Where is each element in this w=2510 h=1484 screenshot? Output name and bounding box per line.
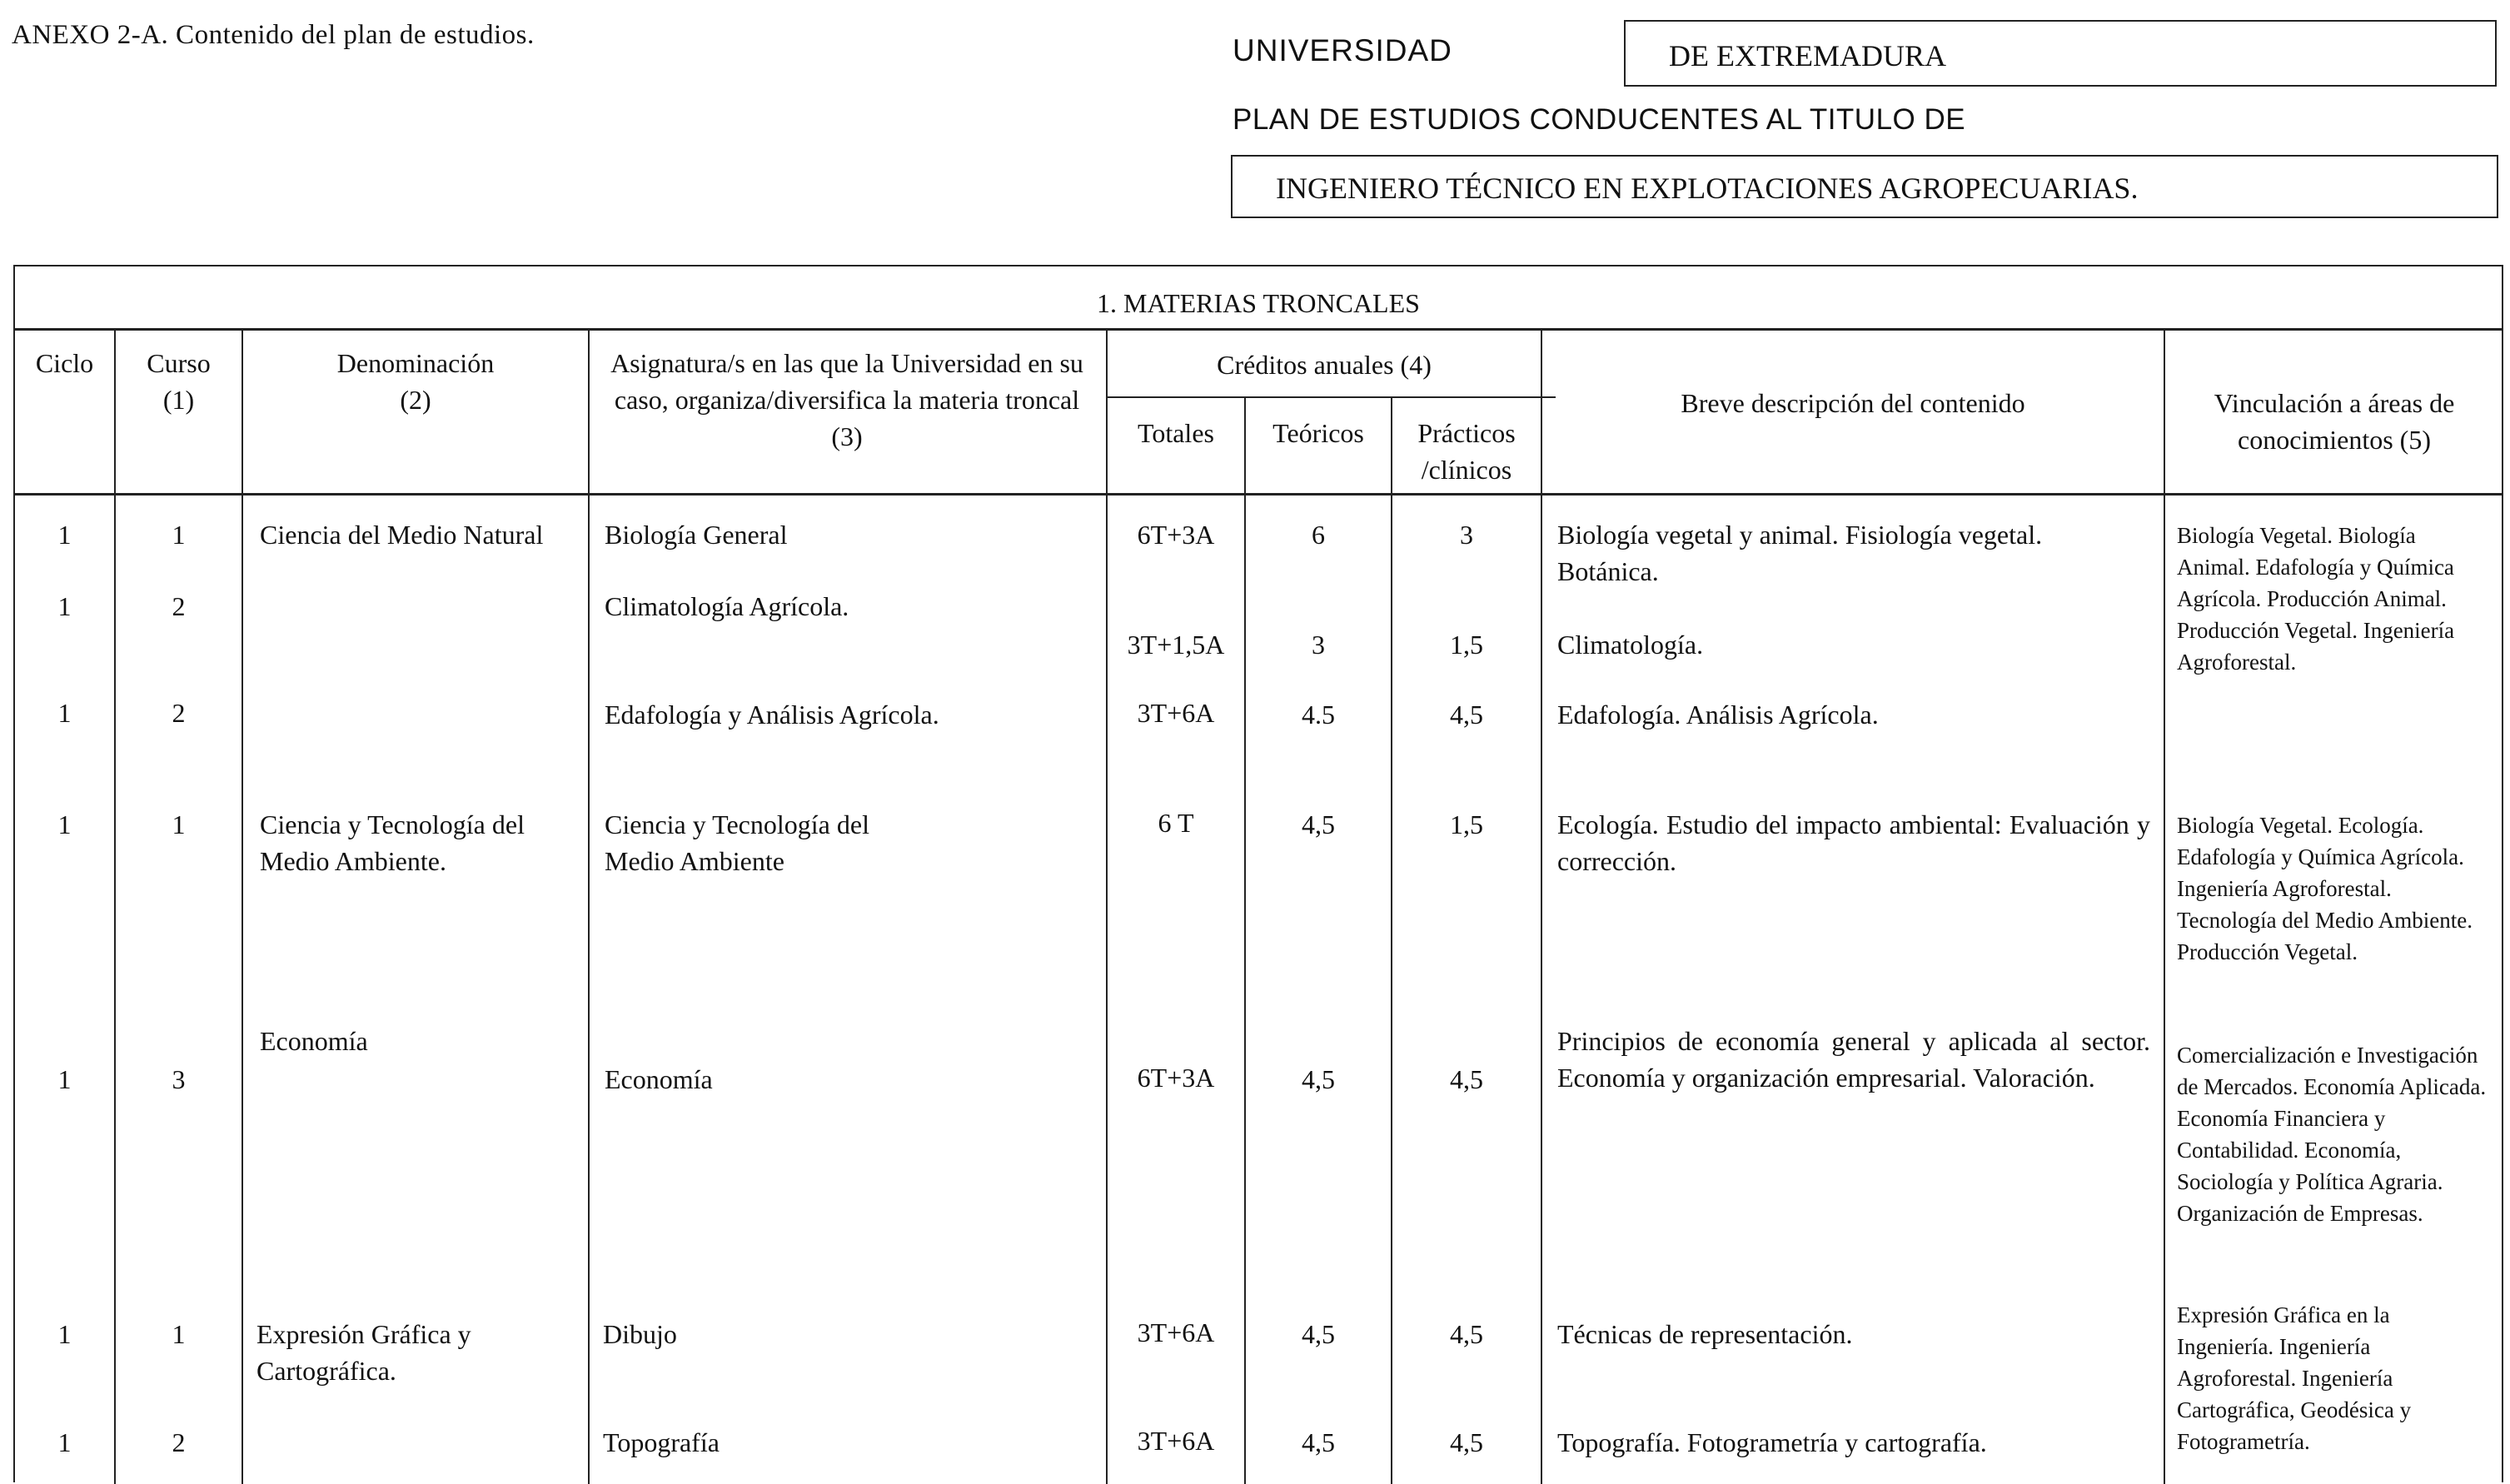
group-areas: Biología Vegetal. Biología Animal. Edafología y Química Agrícola. Producción Animal. Producción Vegetal. Ingeniería Agroforestal. [2177, 523, 2455, 675]
row-totales: 3T+1,5A [1127, 630, 1225, 660]
row-teoricos: 6 [1312, 520, 1325, 550]
row-totales: 3T+6A [1137, 1426, 1215, 1456]
group-denominacion: Economía [260, 1026, 368, 1056]
row-practicos: 3 [1460, 520, 1473, 550]
university-field [1624, 20, 2497, 87]
header-creditos: Créditos anuales (4) [1217, 350, 1432, 380]
col-rule [2164, 330, 2165, 1484]
section-title: 1. MATERIAS TRONCALES [1097, 288, 1420, 318]
row-curso: 1 [172, 1319, 186, 1349]
row-asignatura: Climatología Agrícola. [605, 591, 849, 621]
row-practicos: 4,5 [1450, 700, 1483, 730]
col-rule [1541, 330, 1542, 1484]
row-ciclo: 1 [57, 698, 72, 728]
group-areas: Expresión Gráfica en la Ingeniería. Ingeniería Agroforestal. Ingeniería Cartográfica, Geodésica y Fotogrametría. [2177, 1302, 2412, 1454]
row-practicos: 4,5 [1450, 1064, 1483, 1094]
header-vinculacion: Vinculación a áreas de conocimientos (5) [2214, 388, 2455, 455]
university-label: UNIVERSIDAD [1233, 33, 1452, 67]
degree-plan-label: PLAN DE ESTUDIOS CONDUCENTES AL TITULO DE [1233, 103, 1966, 136]
row-practicos: 4,5 [1450, 1427, 1483, 1457]
row-ciclo: 1 [57, 1427, 72, 1457]
header-asignatura: Asignatura/s en las que la Universidad en su caso, organiza/diversifica la materia troncal (3) [610, 348, 1083, 451]
row-curso: 3 [172, 1064, 186, 1094]
university-value: DE EXTREMADURA [1669, 39, 1946, 72]
row-asignatura: Edafología y Análisis Agrícola. [605, 700, 939, 730]
row-curso: 2 [172, 698, 186, 728]
header-denominacion-note: (2) [400, 385, 431, 415]
header-bottom-rule [15, 493, 2502, 495]
row-totales: 6T+3A [1137, 520, 1215, 550]
header-descripcion: Breve descripción del contenido [1681, 388, 2025, 418]
row-teoricos: 3 [1312, 630, 1325, 660]
credits-subheader-rule [1106, 396, 1556, 398]
group-areas: Comercialización e Investigación de Mercados. Economía Aplicada. Economía Financiera y Contabilidad. Economía, Sociología y Política Agraria. Organización de Empresas. [2177, 1043, 2487, 1226]
header-curso-note: (1) [162, 385, 195, 415]
header-denominacion: Denominación [336, 348, 495, 378]
header-practicos: Prácticos /clínicos [1417, 418, 1516, 485]
row-curso: 2 [172, 1427, 186, 1457]
header-totales: Totales [1138, 418, 1214, 448]
row-descripcion: Biología vegetal y animal. Fisiología vegetal. Botánica. [1557, 520, 2043, 586]
row-asignatura: Dibujo [603, 1319, 677, 1349]
row-ciclo: 1 [57, 1064, 72, 1094]
row-teoricos: 4,5 [1302, 1064, 1335, 1094]
row-ciclo: 1 [57, 1319, 72, 1349]
row-totales: 6T+3A [1137, 1063, 1215, 1093]
header-teoricos: Teóricos [1272, 418, 1364, 448]
group-denominacion: Ciencia y Tecnología del Medio Ambiente. [260, 809, 525, 876]
group-areas: Biología Vegetal. Ecología. Edafología y Química Agrícola. Ingeniería Agroforestal. Tecnología del Medio Ambiente. Producción Vegetal. [2177, 813, 2473, 964]
row-curso: 1 [172, 520, 186, 550]
row-teoricos: 4,5 [1302, 1319, 1335, 1349]
group-denominacion: Ciencia del Medio Natural [260, 520, 544, 550]
group-denominacion: Expresión Gráfica y Cartográfica. [256, 1319, 471, 1386]
section-title-rule [15, 328, 2502, 331]
row-ciclo: 1 [57, 520, 72, 550]
row-asignatura: Ciencia y Tecnología del Medio Ambiente [605, 809, 869, 876]
row-totales: 6 T [1158, 808, 1194, 838]
row-totales: 3T+6A [1137, 1317, 1215, 1347]
degree-title-value: INGENIERO TÉCNICO EN EXPLOTACIONES AGROPECUARIAS. [1276, 172, 2139, 205]
row-curso: 2 [172, 591, 186, 621]
row-descripcion: Ecología. Estudio del impacto ambiental: Evaluación y corrección. [1557, 809, 2150, 876]
row-practicos: 4,5 [1450, 1319, 1483, 1349]
row-asignatura: Biología General [605, 520, 788, 550]
row-practicos: 1,5 [1450, 809, 1483, 839]
row-asignatura: Economía [605, 1064, 713, 1094]
row-teoricos: 4,5 [1302, 809, 1335, 839]
row-descripcion: Técnicas de representación. [1557, 1319, 1853, 1349]
row-practicos: 1,5 [1450, 630, 1483, 660]
col-rule [588, 330, 590, 1484]
row-descripcion: Principios de economía general y aplicada al sector. Economía y organización empresarial. Valoración. [1557, 1026, 2150, 1093]
row-curso: 1 [172, 809, 186, 839]
annex-title: ANEXO 2-A. Contenido del plan de estudios. [12, 20, 535, 50]
degree-title-field [1231, 155, 2498, 218]
row-asignatura: Topografía [603, 1427, 720, 1457]
header-ciclo: Ciclo [35, 348, 94, 378]
col-rule [114, 330, 116, 1484]
row-descripcion: Edafología. Análisis Agrícola. [1557, 700, 1879, 730]
col-rule [242, 330, 243, 1484]
col-rule [1106, 330, 1108, 1484]
row-ciclo: 1 [57, 809, 72, 839]
row-descripcion: Topografía. Fotogrametría y cartografía. [1557, 1427, 1987, 1457]
header-curso: Curso [147, 348, 211, 378]
row-teoricos: 4.5 [1302, 700, 1335, 730]
curriculum-table [13, 265, 2503, 1482]
row-teoricos: 4,5 [1302, 1427, 1335, 1457]
row-totales: 3T+6A [1137, 698, 1215, 728]
row-ciclo: 1 [57, 591, 72, 621]
row-descripcion: Climatología. [1557, 630, 1704, 660]
